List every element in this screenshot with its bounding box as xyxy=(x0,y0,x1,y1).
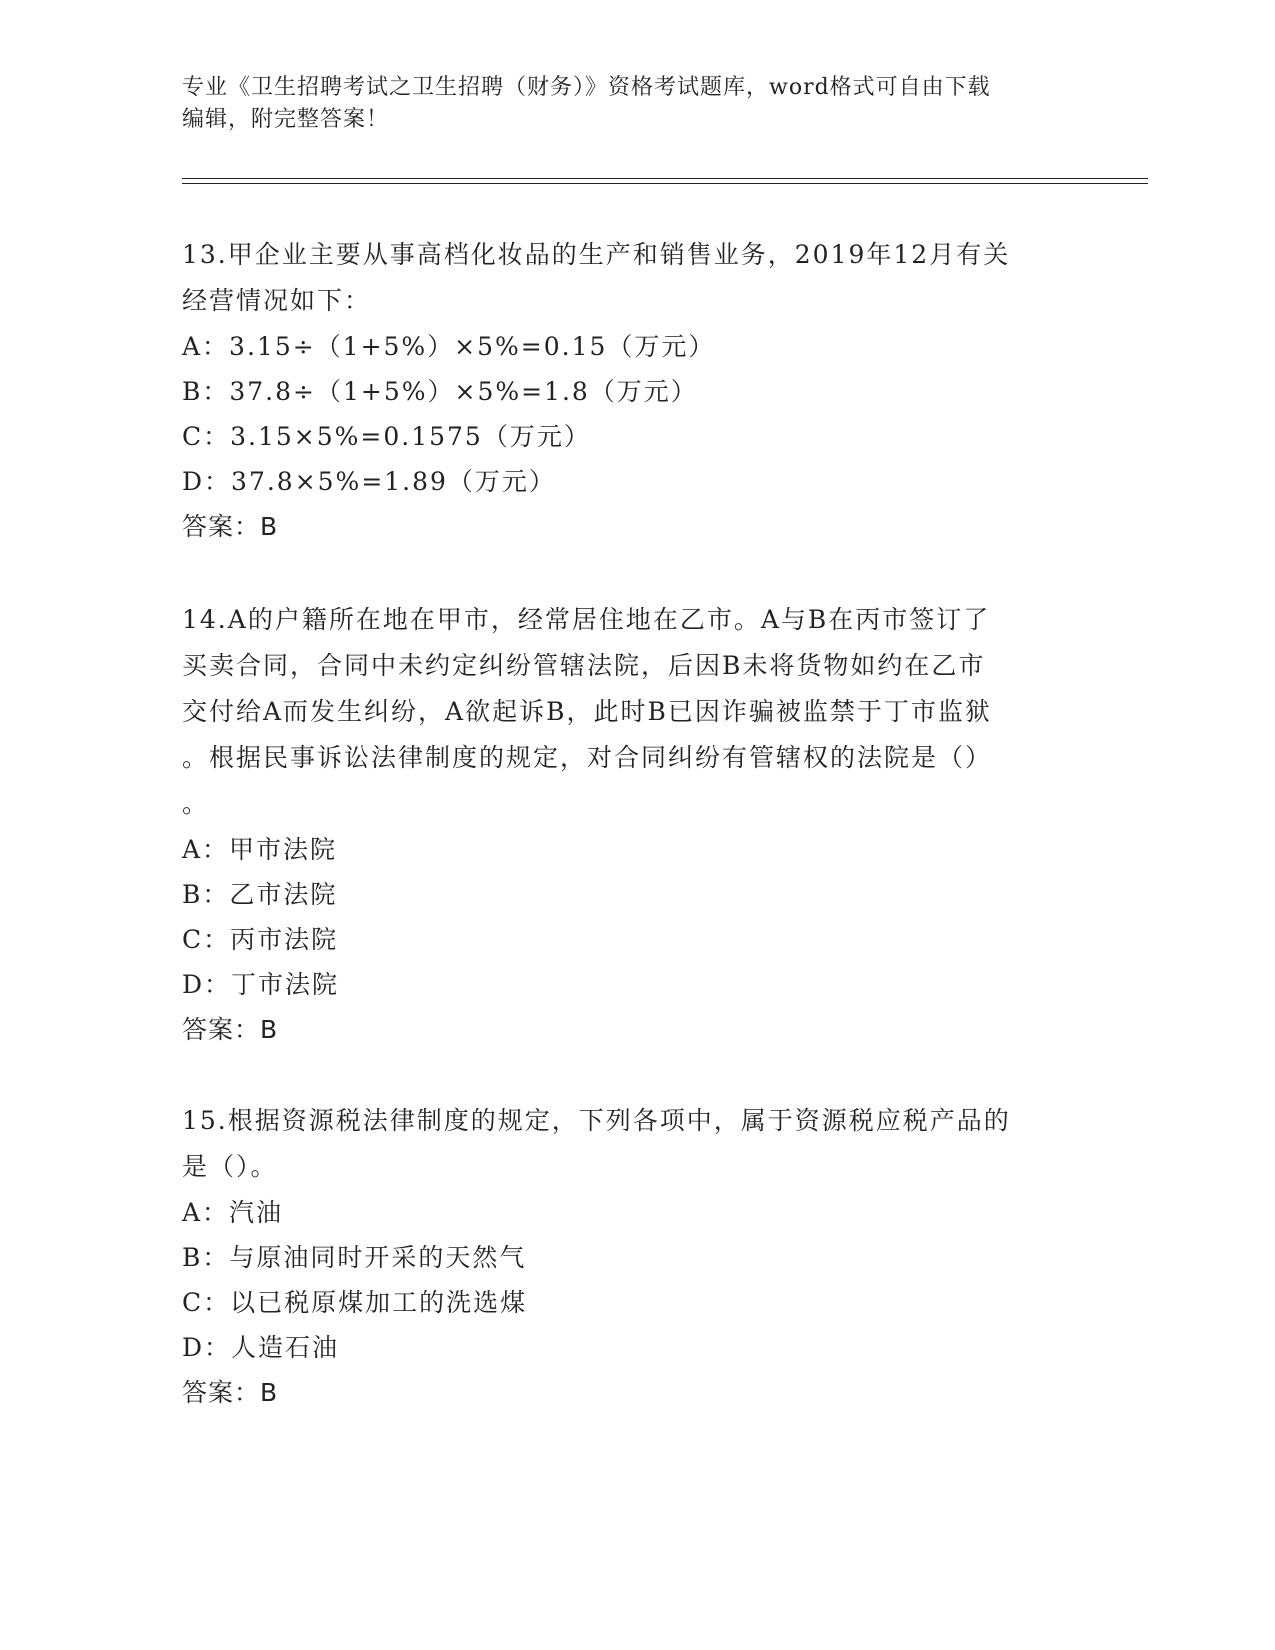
option-d: D：37.8×5%=1.89（万元） xyxy=(182,467,556,496)
question-stem-line: 。根据民事诉讼法律制度的规定，对合同纠纷有管辖权的法院是（） xyxy=(182,743,993,772)
question-14 xyxy=(182,597,1082,1052)
option-b: B：与原油同时开采的天然气 xyxy=(182,1243,527,1272)
question-stem-line: 13.甲企业主要从事高档化妆品的生产和销售业务，2019年12月有关 xyxy=(182,240,1011,269)
answer-label: 答案：B xyxy=(182,1015,279,1044)
question-stem xyxy=(182,1098,1082,1190)
header-divider-bottom xyxy=(182,183,1148,184)
option-d: D：人造石油 xyxy=(182,1333,340,1362)
option-c: C：以已税原煤加工的洗选煤 xyxy=(182,1288,528,1317)
question-stem xyxy=(182,232,1082,324)
question-stem-line: 买卖合同，合同中未约定纠纷管辖法院，后因B未将货物如约在乙市 xyxy=(182,651,986,680)
answer-label: 答案：B xyxy=(182,512,279,541)
question-stem xyxy=(182,597,1082,827)
option-b: B：乙市法院 xyxy=(182,880,338,909)
header-line-1: 专业《卫生招聘考试之卫生招聘（财务）》资格考试题库，word格式可自由下载 xyxy=(182,75,991,100)
question-stem-line: 。 xyxy=(182,789,210,818)
option-a: A：甲市法院 xyxy=(182,835,338,864)
question-stem-line: 15.根据资源税法律制度的规定，下列各项中，属于资源税应税产品的 xyxy=(182,1106,1011,1135)
header-line-2: 编辑，附完整答案！ xyxy=(182,107,390,132)
answer-label: 答案：B xyxy=(182,1378,279,1407)
option-b: B：37.8÷（1+5%）×5%=1.8（万元） xyxy=(182,377,698,406)
option-c: C：3.15×5%=0.1575（万元） xyxy=(182,422,591,451)
header-divider-top xyxy=(182,178,1148,179)
question-stem-line: 经营情况如下： xyxy=(182,286,372,315)
question-stem-line: 14.A的户籍所在地在甲市，经常居住地在乙市。A与B在丙市签订了 xyxy=(182,605,991,634)
question-stem-line: 是（）。 xyxy=(182,1152,278,1181)
option-d: D：丁市法院 xyxy=(182,970,340,999)
option-a: A：3.15÷（1+5%）×5%=0.15（万元） xyxy=(182,332,716,361)
option-c: C：丙市法院 xyxy=(182,925,339,954)
question-15 xyxy=(182,1098,1082,1415)
option-a: A：汽油 xyxy=(182,1198,284,1227)
question-13 xyxy=(182,232,1082,549)
document-header xyxy=(182,72,1082,136)
question-stem-line: 交付给A而发生纠纷，A欲起诉B，此时B已因诈骗被监禁于丁市监狱 xyxy=(182,697,992,726)
